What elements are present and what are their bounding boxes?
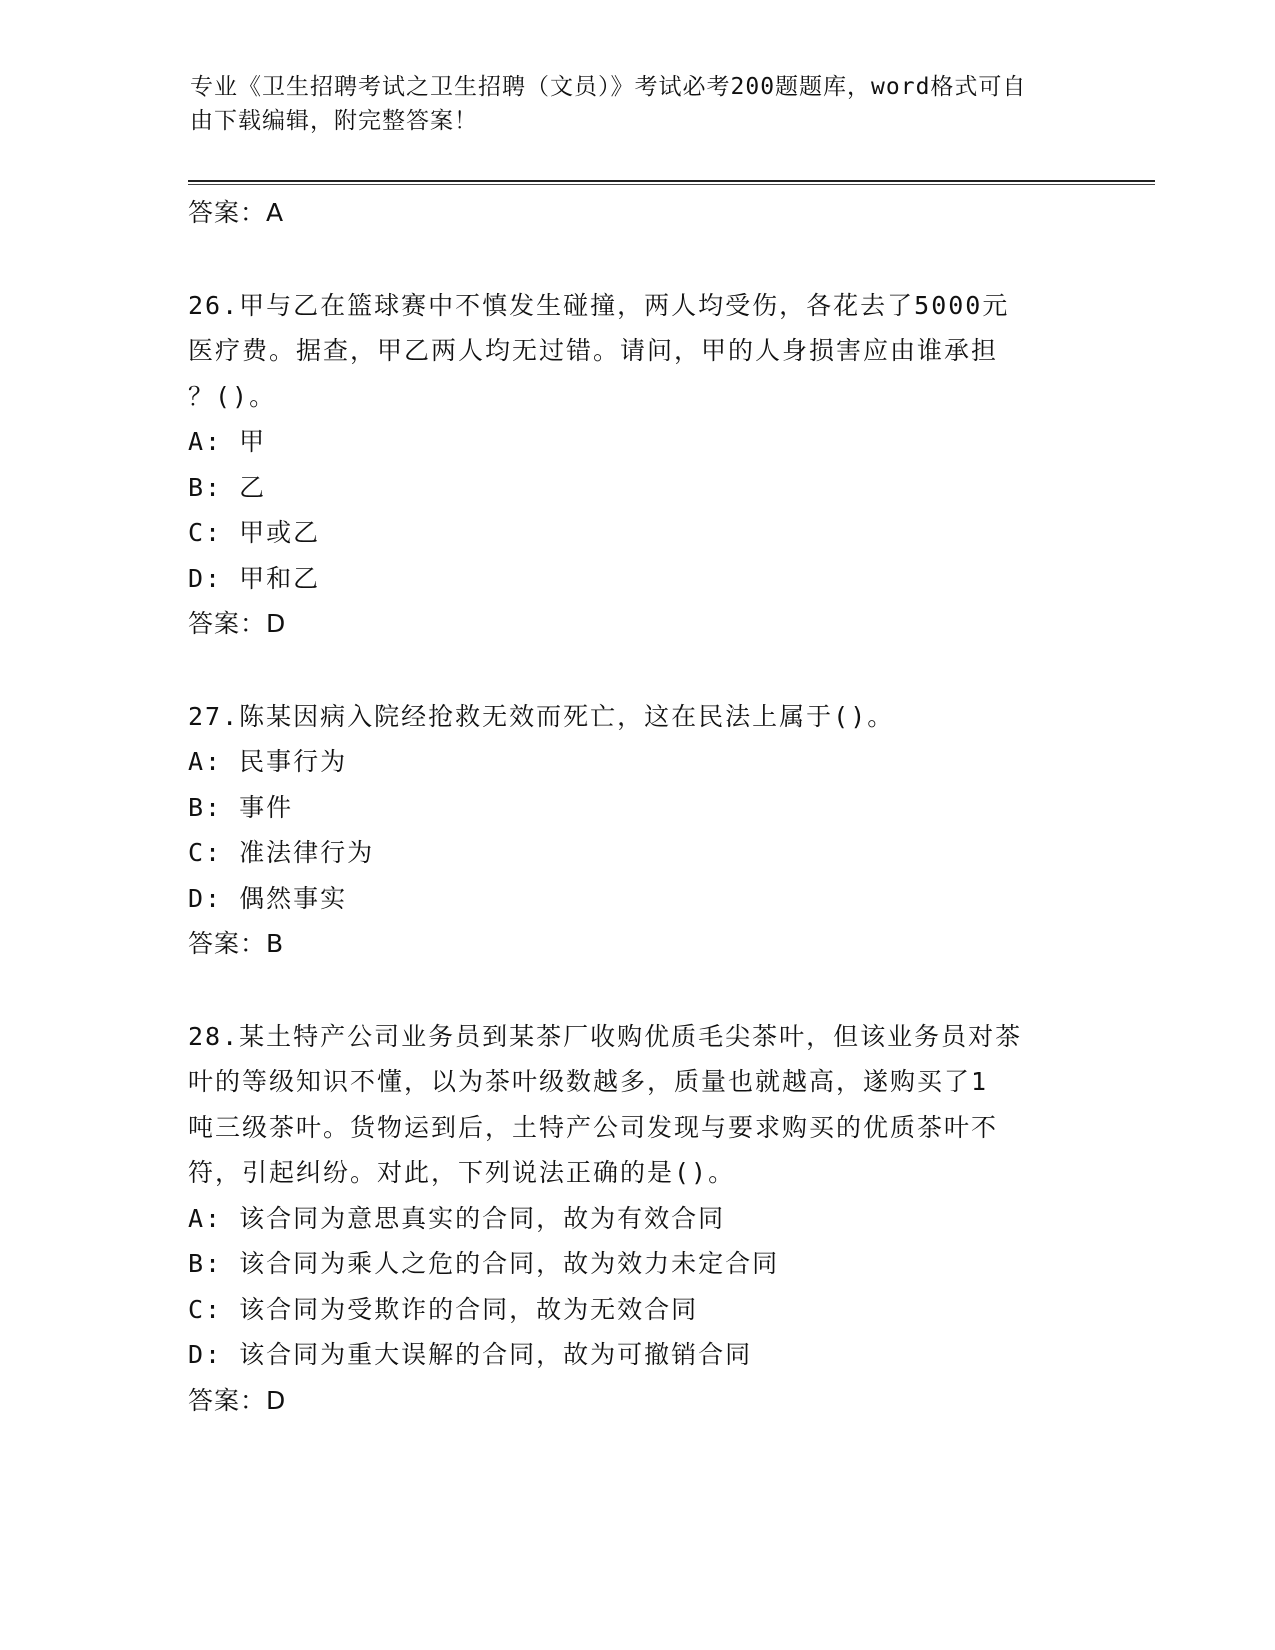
option-b: B: 事件 — [188, 792, 294, 822]
question-line: 26.甲与乙在篮球赛中不慎发生碰撞，两人均受伤，各花去了5000元 — [188, 290, 1010, 320]
header-line-2: 由下载编辑，附完整答案！ — [190, 108, 478, 134]
option-d: D: 甲和乙 — [188, 563, 321, 593]
question-27-text — [188, 694, 1078, 740]
answer-label: 答案：D — [188, 609, 287, 638]
option-a: A: 该合同为意思真实的合同，故为有效合同 — [188, 1203, 726, 1233]
option-a: A: 民事行为 — [188, 747, 348, 776]
answer-label: 答案：D — [188, 1385, 287, 1415]
option-c: C: 准法律行为 — [188, 838, 375, 867]
question-line: 27.陈某因病入院经抢救无效而死亡，这在民法上属于()。 — [188, 701, 895, 731]
option-b: B: 该合同为乘人之危的合同，故为效力未定合同 — [188, 1249, 780, 1278]
question-26-text — [188, 283, 1078, 420]
document-header — [190, 70, 1070, 138]
answer-label: 答案：A — [188, 198, 285, 227]
option-b: B: 乙 — [188, 472, 267, 502]
option-c: C: 该合同为受欺诈的合同，故为无效合同 — [188, 1294, 699, 1324]
option-c: C: 甲或乙 — [188, 518, 321, 547]
answer-label: 答案：B — [188, 929, 285, 958]
header-divider-thick — [188, 180, 1155, 182]
option-d: D: 偶然事实 — [188, 883, 348, 913]
question-line: 吨三级茶叶。货物运到后，土特产公司发现与要求购买的优质茶叶不 — [188, 1112, 999, 1142]
question-28-text — [188, 1014, 1078, 1196]
header-divider-thin — [188, 184, 1155, 185]
option-d: D: 该合同为重大误解的合同，故为可撤销合同 — [188, 1340, 753, 1369]
question-line: 符，引起纠纷。对此，下列说法正确的是()。 — [188, 1158, 736, 1187]
question-line: 叶的等级知识不懂，以为茶叶级数越多，质量也就越高，遂购买了1 — [188, 1067, 989, 1096]
question-list — [188, 190, 1088, 1423]
header-line-1: 专业《卫生招聘考试之卫生招聘（文员）》考试必考200题题库，word格式可自 — [190, 74, 1027, 100]
question-line: 医疗费。据查，甲乙两人均无过错。请问，甲的人身损害应由谁承担 — [188, 336, 999, 365]
option-a: A: 甲 — [188, 427, 267, 456]
question-27 — [188, 694, 1088, 967]
question-line: ？()。 — [188, 381, 277, 411]
question-line: 28.某土特产公司业务员到某茶厂收购优质毛尖茶叶，但该业务员对茶 — [188, 1021, 1023, 1051]
question-28 — [188, 1014, 1088, 1424]
question-26 — [188, 283, 1088, 647]
